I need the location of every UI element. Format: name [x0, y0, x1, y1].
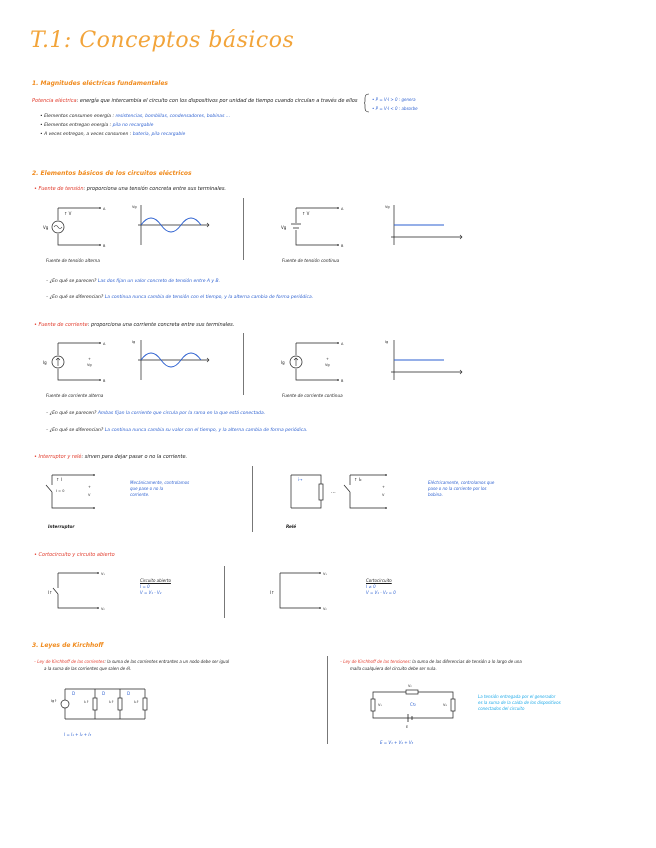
caption-fv-continua: Fuente de tensión continua — [282, 258, 340, 263]
svg-text:I₂↑: I₂↑ — [109, 700, 115, 704]
svg-text:A: A — [103, 342, 106, 346]
bullet-consume: • Elementos consumen energía : resistencias, bombillas, condensadores, bobinas ... — [40, 114, 231, 119]
svg-text:B: B — [103, 244, 106, 248]
caption-interruptor: Interruptor — [48, 524, 75, 529]
relay-circuit — [286, 472, 406, 512]
divider — [243, 198, 244, 260]
switch-circuit — [44, 472, 114, 512]
potencia-text: : energía que intercambia el circuito con los dispositivos por unidad de tiempo cuando circulan a través de ellos — [76, 98, 358, 104]
svg-text:Vg: Vg — [43, 225, 49, 230]
potencia-label: Potencia eléctrica — [32, 98, 77, 104]
svg-text:Ig: Ig — [281, 360, 285, 365]
caption-fc-alterna: Fuente de corriente alterna — [46, 393, 104, 398]
svg-text:Vg: Vg — [87, 363, 92, 367]
svg-text:i→: i→ — [298, 477, 303, 482]
kirchhoff-voltages: – Ley de Kirchhoff de las tensiones: la suma de las diferencias de tensión a lo largo de una malla cualquiera del circuito debe ser nula. — [340, 659, 522, 671]
fv-q2: – ¿En qué se diferencian? La continua nunca cambia de tensión con el tiempo, y la alterna cambia de forma periódica. — [46, 295, 314, 300]
svg-text:B: B — [103, 379, 106, 383]
interruptor-text: : sirven para dejar pasar o no la corriente. — [81, 454, 188, 460]
short-circuit — [270, 570, 330, 612]
svg-text:D: D — [127, 691, 131, 696]
svg-text:V₂: V₂ — [408, 684, 412, 688]
kvl-desc: La tensión entregada por el generador es la suma de la caída de los dispositivos conectados del circuito — [478, 694, 561, 711]
svg-text:I↑: I↑ — [48, 590, 53, 595]
divider — [327, 656, 328, 744]
svg-text:+: + — [382, 485, 385, 489]
svg-text:I↑: I↑ — [270, 590, 275, 595]
kcl-equation: I = I₁ + I₂ + I₃ — [64, 732, 92, 737]
svg-text:A: A — [341, 207, 344, 211]
svg-text:Ig: Ig — [43, 360, 47, 365]
svg-text:Ig: Ig — [132, 340, 136, 344]
ac-current-source-circuit — [40, 340, 110, 385]
open-circuit — [48, 570, 108, 612]
section-2-heading: 2. Elementos básicos de los circuitos eléctricos — [32, 170, 192, 177]
svg-text:D: D — [72, 691, 76, 696]
fuente-corriente-text: : proporciona una corriente concreta entre sus terminales. — [87, 322, 235, 328]
fc-q1: – ¿En qué se parecen? Ambas fijan la corriente que circula por la rama en la que está conectada. — [46, 411, 266, 416]
dc-current-graph — [385, 338, 468, 383]
kirchhoff-currents: – Ley de Kirchhoff de las corrientes: la suma de las corrientes entrantes a un nodo debe ser igual a la suma de las corrientes que salen de él. — [34, 659, 230, 671]
svg-text:I = 0: I = 0 — [56, 489, 65, 493]
fv-q1: – ¿En qué se parecen? Las dos fijan un valor concreto de tensión entre A y B. — [46, 279, 221, 284]
caption-rele: Relé — [286, 524, 297, 529]
svg-text:Vg: Vg — [132, 205, 137, 209]
svg-text:+: + — [88, 357, 91, 361]
svg-text:V₁: V₁ — [378, 703, 382, 707]
cortocircuito-label: • Cortocircuito y circuito abierto — [34, 552, 115, 558]
svg-text:B: B — [341, 244, 344, 248]
svg-text:V₁: V₁ — [101, 572, 105, 576]
dc-voltage-graph — [385, 203, 468, 248]
dc-voltage-source-circuit — [278, 205, 348, 250]
kcl-circuit — [50, 686, 165, 722]
bullet-a-veces: • A veces entregan, a veces consumen : batería, pila recargable — [40, 132, 186, 137]
bullet-entregan: • Elementos entregan energía : pila no recargable — [40, 123, 154, 128]
svg-text:I₃↑: I₃↑ — [134, 700, 140, 704]
svg-text:D: D — [102, 691, 106, 696]
short-circuit-desc: Cortocircuito I ≠ 0 V = V₁ - V₂ = 0 — [366, 578, 396, 595]
svg-text:Vg: Vg — [325, 363, 330, 367]
svg-text:+: + — [326, 357, 329, 361]
divider — [252, 466, 253, 532]
svg-text:V: V — [382, 493, 385, 497]
svg-text:V: V — [88, 493, 91, 497]
section-3-heading: 3. Leyes de Kirchhoff — [32, 642, 104, 649]
abs-rule: • P = V·I < 0 : absorbe — [372, 106, 418, 111]
open-circuit-desc: Circuito abierto I = 0 V = V₁ - V₂ — [140, 578, 171, 595]
section-1-heading: 1. Magnitudes eléctricas fundamentales — [32, 80, 168, 87]
svg-text:↑ I: ↑ I — [56, 477, 62, 482]
interruptor-label: • Interruptor y relé — [34, 454, 82, 460]
interruptor-desc: Mecánicamente, controlamos que pase o no la corriente. — [130, 480, 190, 497]
svg-text:I₁↑: I₁↑ — [84, 700, 90, 704]
svg-text:Ig↑: Ig↑ — [51, 699, 58, 703]
ac-voltage-graph — [132, 203, 215, 248]
fc-q2: – ¿En qué se diferencian? La continua nunca cambia su valor con el tiempo, y la alterna cambia de forma periódica. — [46, 428, 308, 433]
svg-text:Ig: Ig — [385, 340, 389, 344]
svg-text:A: A — [103, 207, 106, 211]
svg-text:↑ V: ↑ V — [64, 211, 72, 216]
kvl-circuit — [368, 684, 463, 729]
dc-current-source-circuit — [278, 340, 348, 385]
divider — [224, 566, 225, 618]
svg-text:A: A — [341, 342, 344, 346]
caption-fc-continua: Fuente de corriente continua — [282, 393, 343, 398]
svg-text:V₂: V₂ — [101, 607, 105, 611]
svg-text:B: B — [341, 379, 344, 383]
ac-current-graph — [132, 338, 215, 383]
kvl-equation: E = V₁ + V₂ + V₃ — [380, 740, 414, 745]
svg-text:C↻: C↻ — [410, 702, 417, 707]
svg-text:V₂: V₂ — [323, 607, 327, 611]
svg-text:Vg: Vg — [385, 205, 390, 209]
ac-voltage-source-circuit — [40, 205, 110, 250]
caption-fv-alterna: Fuente de tensión alterna — [46, 258, 100, 263]
fuente-corriente-label: • Fuente de corriente — [34, 322, 88, 328]
fuente-tension-label: • Fuente de tensión — [34, 186, 84, 192]
svg-text:↑ V: ↑ V — [302, 211, 310, 216]
svg-text:Vg: Vg — [281, 225, 287, 230]
brace-icon — [364, 94, 370, 112]
svg-text:···: ··· — [331, 490, 336, 496]
svg-text:↑ I₀: ↑ I₀ — [354, 477, 362, 482]
gen-rule: • P = V·I > 0 : genera — [372, 97, 416, 102]
divider — [243, 333, 244, 395]
fuente-tension-text: : proporciona una tensión concreta entre sus terminales. — [83, 186, 227, 192]
svg-text:V₁: V₁ — [323, 572, 327, 576]
rele-desc: Eléctricamente, controlamos que pase o no la corriente por los bobina. — [428, 480, 495, 497]
svg-text:V₃: V₃ — [443, 703, 447, 707]
svg-text:E: E — [406, 725, 409, 729]
page-title: T.1: Conceptos básicos — [30, 28, 295, 53]
svg-text:+: + — [88, 485, 91, 489]
